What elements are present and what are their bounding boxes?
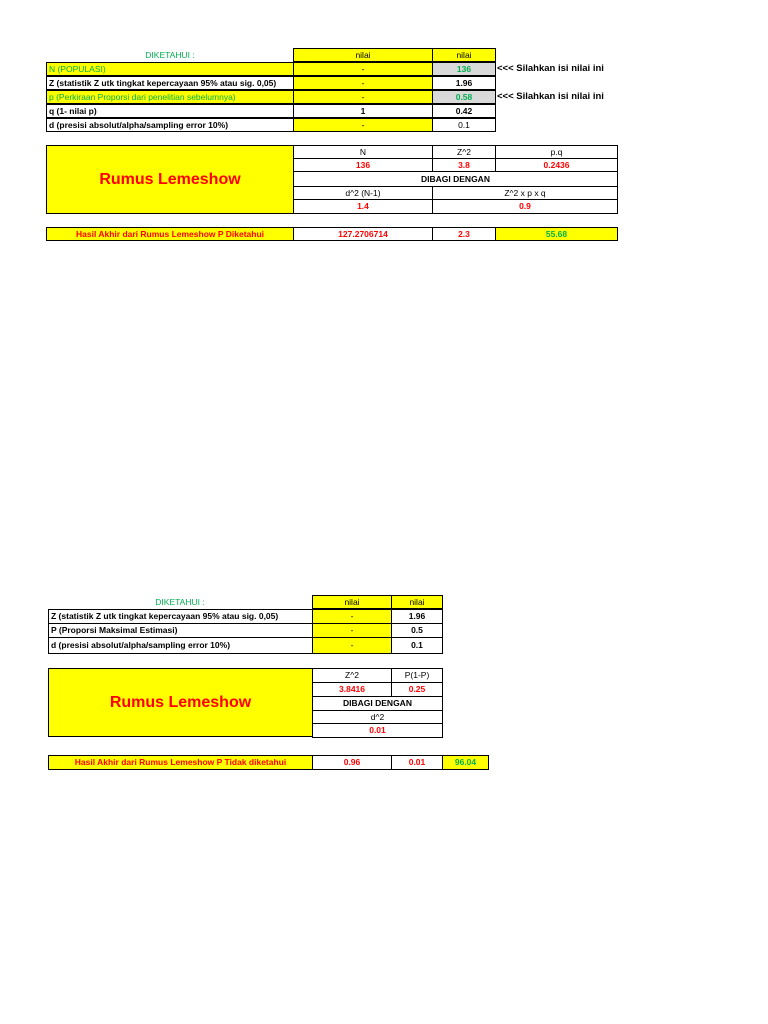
header2-z2: Z^2 (312, 668, 392, 683)
value-z2pq: 0.9 (432, 199, 618, 214)
row-label-n-populasi: N (POPULASI) (46, 62, 294, 76)
result-numerator: 127.2706714 (293, 227, 433, 241)
value-d2-n1: 1.4 (293, 199, 433, 214)
row2-v2-d: 0.1 (391, 637, 443, 654)
result-denominator-2: 0.01 (391, 755, 443, 770)
value2-d2: 0.01 (312, 723, 443, 738)
header-n: N (293, 145, 433, 159)
row-label-d: d (presisi absolut/alpha/sampling error 10%) (46, 118, 294, 132)
result-final-2: 96.04 (442, 755, 489, 770)
header-pq: p.q (495, 145, 618, 159)
row2-label-d: d (presisi absolut/alpha/sampling error 10%) (48, 637, 313, 654)
divided-by-label: DIBAGI DENGAN (293, 171, 618, 187)
header-z2pq: Z^2 x p x q (432, 186, 618, 200)
input-p[interactable]: 0.58 (432, 90, 496, 104)
col-nilai-2-header-2: nilai (391, 595, 443, 609)
result-label-2: Hasil Akhir dari Rumus Lemeshow P Tidak diketahui (48, 755, 313, 770)
value-pq: 0.2436 (495, 158, 618, 172)
header2-d2: d^2 (312, 710, 443, 724)
fill-hint-2: <<< Silahkan isi nilai ini (497, 91, 604, 102)
row2-v2-z: 1.96 (391, 609, 443, 624)
row-v2-d: 0.1 (432, 118, 496, 132)
row-v1-p: - (293, 90, 433, 104)
divided-by-label-2: DIBAGI DENGAN (312, 696, 443, 711)
value-z2: 3.8 (432, 158, 496, 172)
col-nilai-2-header: nilai (432, 48, 496, 62)
result-final: 55.68 (495, 227, 618, 241)
row-v2-q: 0.42 (432, 104, 496, 118)
row2-label-p: P (Proporsi Maksimal Estimasi) (48, 623, 313, 638)
result-denominator: 2.3 (432, 227, 496, 241)
row-v1-q: 1 (293, 104, 433, 118)
col-nilai-1-header-2: nilai (312, 595, 392, 609)
result-numerator-2: 0.96 (312, 755, 392, 770)
row2-v1-d: - (312, 637, 392, 654)
row-label-q: q (1- nilai p) (46, 104, 294, 118)
row2-v1-p: - (312, 623, 392, 638)
fill-hint-1: <<< Silahkan isi nilai ini (497, 63, 604, 74)
col-nilai-1-header: nilai (293, 48, 433, 62)
header-d2-n1: d^2 (N-1) (293, 186, 433, 200)
formula-title: Rumus Lemeshow (46, 145, 294, 214)
value-n: 136 (293, 158, 433, 172)
header2-p1p: P(1-P) (391, 668, 443, 683)
header-z2: Z^2 (432, 145, 496, 159)
row-v1-n: - (293, 62, 433, 76)
row2-v1-z: - (312, 609, 392, 624)
row-v1-d: - (293, 118, 433, 132)
given-header: DIKETAHUI : (145, 50, 195, 60)
result-label: Hasil Akhir dari Rumus Lemeshow P Diketahui (46, 227, 294, 241)
row2-v2-p: 0.5 (391, 623, 443, 638)
row-label-z: Z (statistik Z utk tingkat kepercayaan 95% atau sig. 0,05) (46, 76, 294, 90)
input-n-populasi[interactable]: 136 (432, 62, 496, 76)
formula-title-2: Rumus Lemeshow (48, 668, 313, 737)
value2-p1p: 0.25 (391, 682, 443, 697)
row2-label-z: Z (statistik Z utk tingkat kepercayaan 95% atau sig. 0,05) (48, 609, 313, 624)
row-v1-z: - (293, 76, 433, 90)
row-v2-z: 1.96 (432, 76, 496, 90)
row-label-p: p (Perkiraan Proporsi dari penelitian sebelumnya) (46, 90, 294, 104)
value2-z2: 3.8416 (312, 682, 392, 697)
given-header-2: DIKETAHUI : (155, 597, 205, 607)
